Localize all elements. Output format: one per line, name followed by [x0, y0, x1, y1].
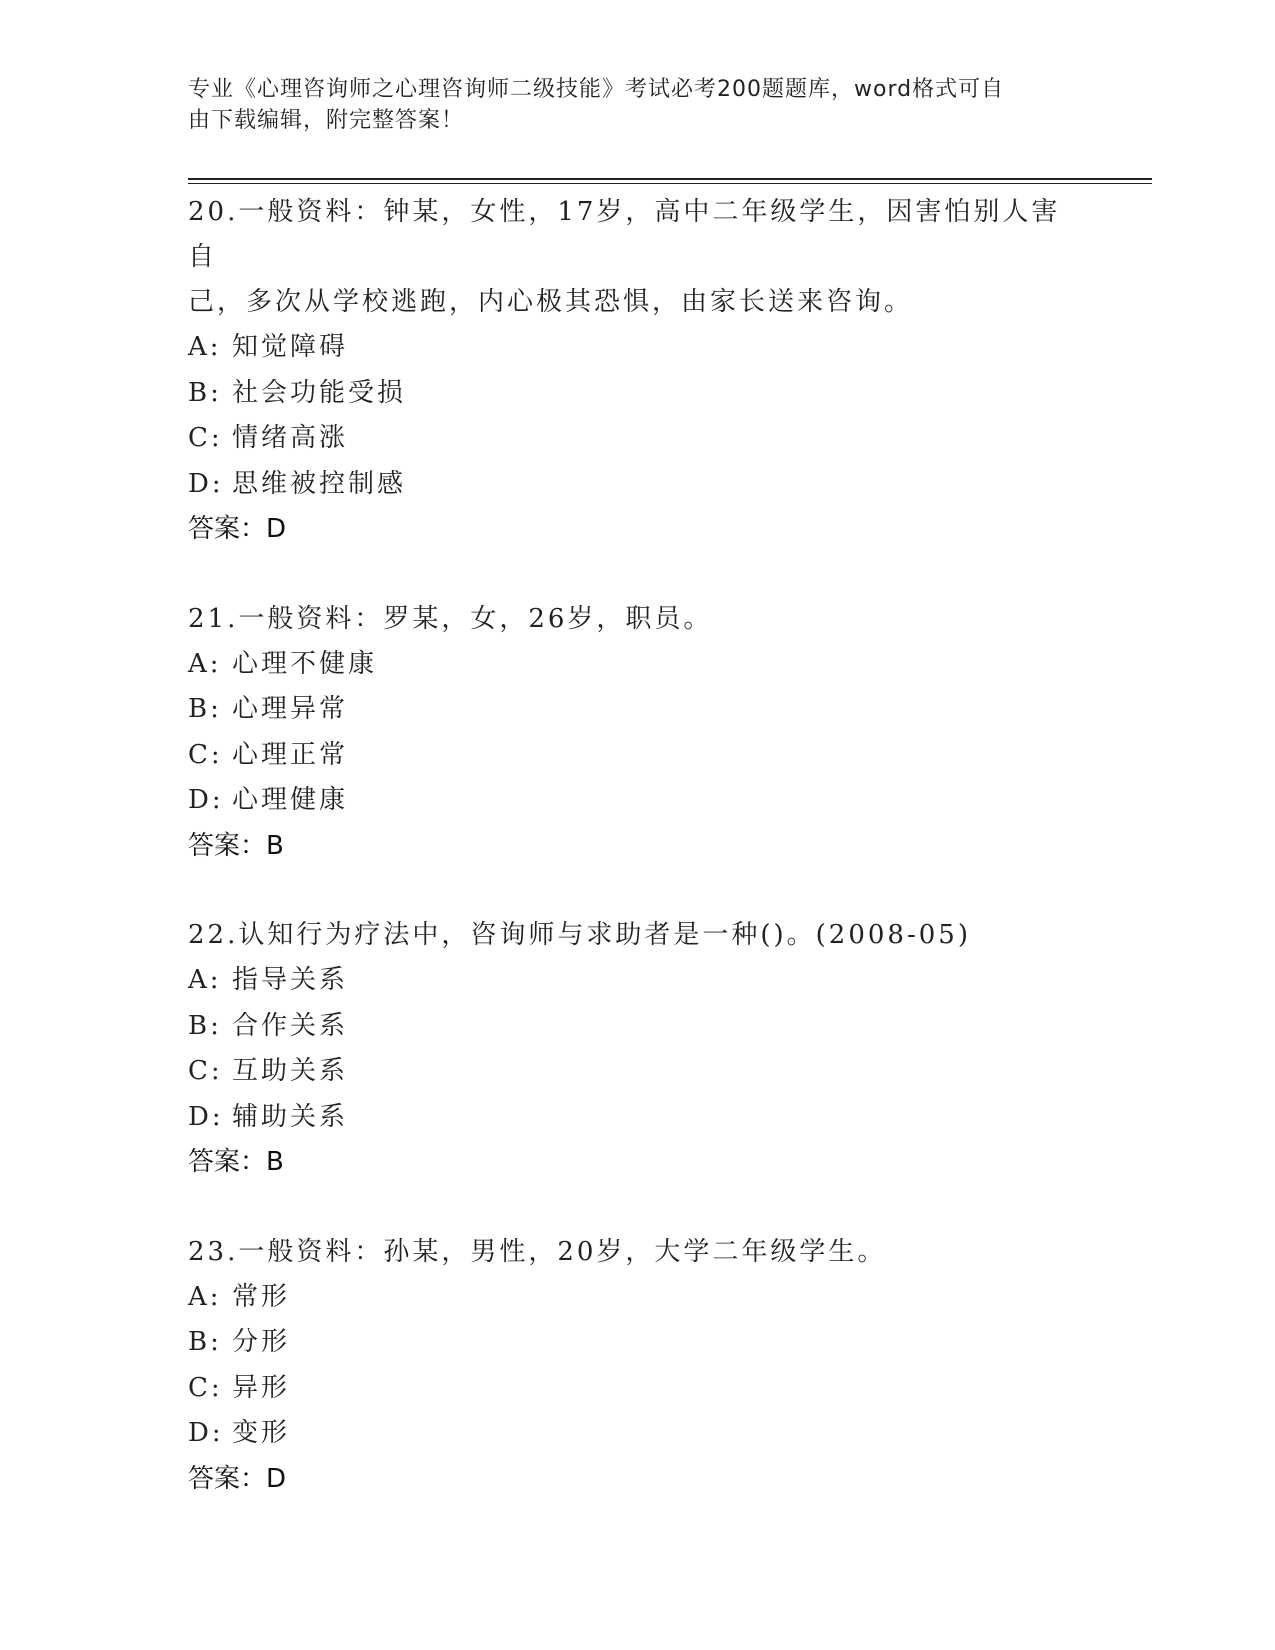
option-b: [188, 1320, 1088, 1366]
option-text: 社会功能受损: [232, 377, 407, 408]
option-c: [188, 1366, 1088, 1412]
question-list: [188, 190, 1088, 1546]
document-header: [188, 74, 1068, 136]
option-text: 异形: [232, 1372, 291, 1403]
question-20: [188, 190, 1088, 553]
option-text: 心理正常: [232, 739, 349, 770]
option-letter: D:: [188, 785, 224, 815]
option-text: 常形: [232, 1281, 291, 1312]
question-stem: [188, 1230, 1088, 1275]
header-line-1: 专业《心理咨询师之心理咨询师二级技能》考试必考200题题库，word格式可自: [188, 77, 1005, 102]
option-text: 心理不健康: [232, 648, 378, 679]
option-a: [188, 325, 1088, 371]
option-letter: B:: [188, 694, 222, 724]
option-text: 指导关系: [232, 965, 349, 995]
header-divider-thick: [188, 178, 1152, 180]
option-letter: B:: [188, 1327, 222, 1357]
header-divider-thin: [188, 183, 1152, 184]
header-line-2: 由下载编辑，附完整答案！: [188, 108, 465, 133]
option-d: [188, 1411, 1088, 1457]
question-stem-line: 22.认知行为疗法中，咨询师与求助者是一种()。(2008-05): [188, 920, 971, 950]
question-21: [188, 597, 1088, 870]
answer-line: 答案：D: [188, 1463, 287, 1494]
option-letter: D:: [188, 1418, 224, 1448]
option-letter: C:: [188, 739, 223, 770]
option-d: [188, 1095, 1088, 1141]
question-stem: [188, 190, 1088, 325]
question-stem-line: 己，多次从学校逃跑，内心极其恐惧，由家长送来咨询。: [188, 287, 914, 317]
option-a: [188, 958, 1088, 1004]
option-letter: B:: [188, 1010, 222, 1041]
option-text: 辅助关系: [232, 1101, 349, 1132]
option-text: 变形: [232, 1418, 291, 1448]
option-letter: D:: [188, 1101, 224, 1132]
answer-line: 答案：D: [188, 514, 287, 544]
option-d: [188, 462, 1088, 508]
option-b: [188, 371, 1088, 417]
option-a: [188, 1275, 1088, 1321]
option-c: [188, 1049, 1088, 1095]
option-letter: C:: [188, 1056, 223, 1086]
option-letter: B:: [188, 377, 222, 408]
option-a: [188, 642, 1088, 688]
option-text: 互助关系: [232, 1056, 349, 1086]
option-letter: A:: [188, 332, 222, 362]
question-22: [188, 913, 1088, 1186]
question-23: [188, 1230, 1088, 1503]
option-letter: A:: [188, 965, 222, 995]
option-text: 情绪高涨: [232, 423, 349, 453]
option-b: [188, 687, 1088, 733]
option-text: 合作关系: [232, 1010, 349, 1041]
option-letter: A:: [188, 1281, 222, 1312]
option-text: 思维被控制感: [232, 468, 407, 499]
option-text: 心理健康: [232, 785, 349, 815]
question-stem-line: 21.一般资料：罗某，女，26岁，职员。: [188, 603, 713, 634]
option-text: 知觉障碍: [232, 332, 349, 362]
option-letter: C:: [188, 423, 223, 453]
option-letter: D:: [188, 468, 224, 499]
question-stem: [188, 597, 1088, 642]
option-c: [188, 733, 1088, 779]
option-d: [188, 778, 1088, 824]
answer-line: 答案：B: [188, 1147, 284, 1177]
answer-line: 答案：B: [188, 830, 284, 861]
question-stem: [188, 913, 1088, 958]
option-text: 分形: [232, 1327, 291, 1357]
option-letter: C:: [188, 1372, 223, 1403]
option-letter: A:: [188, 648, 222, 679]
question-stem-line: 23.一般资料：孙某，男性，20岁，大学二年级学生。: [188, 1236, 887, 1267]
question-stem-line: 20.一般资料：钟某，女性，17岁，高中二年级学生，因害怕别人害自: [188, 197, 1061, 272]
option-b: [188, 1004, 1088, 1050]
option-text: 心理异常: [232, 694, 349, 724]
option-c: [188, 416, 1088, 462]
